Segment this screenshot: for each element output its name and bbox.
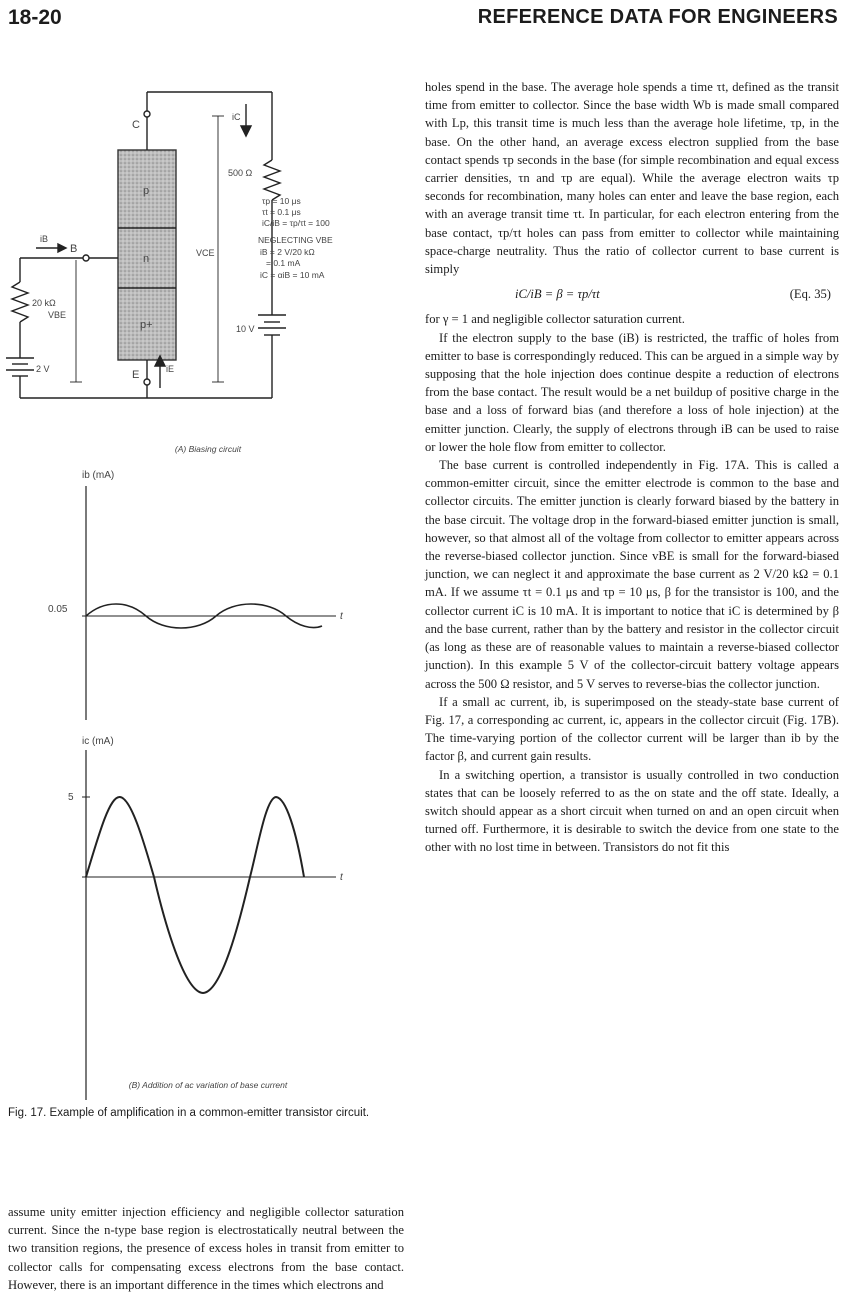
page-number: 18-20 [8,6,62,29]
paragraph-common-emitter: The base current is controlled independently in Fig. 17A. This is called a common-emitter circuit, since the emitter electrode is common to the base and collector circuits. The emitter junction is clearly forward biased by the battery in the base circuit. The voltage drop in the forward-biased emitter junction is small, however, so that almost all of the voltage from collector to emitter appears across the reverse-biased collector junction. Since vBE is small for the forward-biased junction, we can neglect it and approximate the base current as 2 V/20 kΩ = 0.1 mA. If we assume τt = 0.1 μs and τp = 10 μs, β for the transistor is 100, and the collector current iC is 10 mA. It is important to notice that iC is determined by β and the base current, rather than by the battery and resistor in the collector circuit (as long as these are of reasonable values to maintain a reverse-biased collector junction). In this example 5 V of the collector-circuit battery voltage appears across the 500 Ω resistor, and 5 V serves to reverse-bias the collector junction. [425,458,839,691]
collector-label: C [132,119,140,131]
n-region-label: n [143,253,150,265]
ib-axis-label: ib (mA) [82,470,115,481]
waveforms-caption: (B) Addition of ac variation of base current [128,1080,288,1090]
left-column-text: assume unity emitter injection efficiency and negligible collector saturation current. Since the n-type base region is electrostatically neutral between the two transition regions, the presence of excess holes in transit from emitter to collector calls for compensating excess electrons from the base contact. However, there is an important difference in the times which electrons and [8,1205,404,1292]
param-tau-p: τp = 10 μs [262,196,301,206]
param-tau-t: τt = 0.1 μs [262,207,301,217]
param-ic: iC = αiB = 10 mA [260,270,325,280]
running-title: REFERENCE DATA FOR ENGINEERS [477,6,838,28]
param-ib: iB = 2 V/20 kΩ [260,247,315,257]
emitter-label: E [132,369,140,381]
ic-axis-label: ic (mA) [82,736,114,747]
ib-label: iB [40,234,49,244]
base-resistor [12,282,28,322]
paragraph-transit-time: holes spend in the base. The average hole spends a time τt, defined as the transit time from emitter to collector. Since the base width Wb is made small compared with Lp, this transit time is much less than the average hole lifetime, τp, in the base. On the other hand, an average excess electron supplied from the base contact spends τp seconds in the base (for simple recombination and equal excess carrier densities, τn and τp are equal). While the average electron waits τp seconds for recombination, many holes can enter and leave the base region, each with an average transit time τt. In particular, for each electron entering from the base contact, τp/τt holes can pass from emitter to collector while maintaining space-charge neutrality. Thus the ratio of collector current to base current is simply [425,80,839,277]
page-header [0,0,846,40]
equation-number: (Eq. 35) [789,287,831,302]
rb-value-label: 20 kΩ [32,298,56,308]
equation-35 [425,278,839,310]
equation-body: iC/iB = β = τp/τt [515,287,600,302]
ic-t-label: t [340,872,343,883]
ic-tick-label: 5 [68,792,74,803]
figure-caption: Fig. 17. Example of amplification in a common-emitter transistor circuit. [8,1107,370,1119]
p-plus-region-label: p+ [140,319,153,331]
p-region-label: p [143,185,150,197]
param-gain: iC/iB = τp/τt = 100 [262,218,330,228]
paragraph-switching: In a switching opertion, a transistor is usually controlled in two conduction states that can be loosely referred to as the on state and the off state. Ideally, a switch should appear as a short circuit when turned on and an open circuit when turned off. Furthermore, it is desirable to switch the device from one state to the other with no lost time in between. Transistors do not fit this [425,767,839,855]
vb-battery-label: 2 V [36,364,50,374]
ib-tick-label: 0.05 [48,604,68,615]
param-neglecting: NEGLECTING VBE [258,235,333,245]
param-ib-value: = 0.1 mA [266,258,301,268]
right-column [425,78,839,857]
vbe-label: VBE [48,310,67,320]
base-label: B [70,243,78,255]
ib-t-label: t [340,611,343,622]
biasing-circuit [6,92,286,398]
vc-battery-label: 10 V [236,324,255,334]
paragraph-electron-supply: If the electron supply to the base (iB) is restricted, the traffic of holes from emitter to base is correspondingly reduced. This can be argued in a simple way by supposing that the hole injection does continue despite a reduction of electrons from the base contact. The result would be a net buildup of positive charge in the base and a loss of forward bias (and therefore a loss of hole injection) at the emitter junction. Clearly, the supply of electrons through iB can be used to raise or lower the hole flow from emitter to collector. [425,330,839,454]
collector-resistor [264,160,280,200]
waveform-plots [82,486,336,1100]
rc-value-label: 500 Ω [228,168,253,178]
paragraph-gamma: for γ = 1 and negligible collector saturation current. [425,312,685,327]
paragraph-ac-current: If a small ac current, ib, is superimposed on the steady-state base current of Fig. 17, a corresponding ac current, ic, appears in the collector circuit (Fig. 17B). The time-varying portion of the collector current will be larger than ib by the factor β, and current gain results. [425,694,839,764]
ic-waveform [86,797,304,993]
vce-label: VCE [196,248,215,258]
circuit-caption: (A) Biasing circuit [174,444,242,454]
ie-label: iE [166,364,175,374]
figure-17 [0,70,420,1100]
ic-label: iC [232,112,241,122]
